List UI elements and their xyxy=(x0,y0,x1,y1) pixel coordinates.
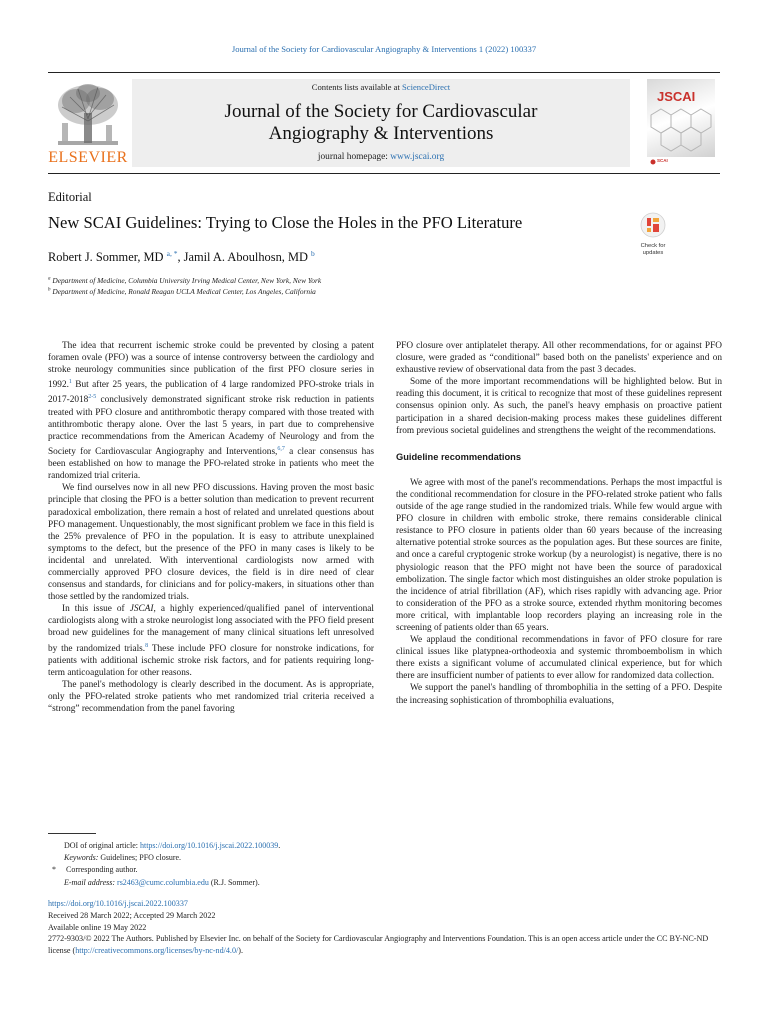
publisher-wordmark: ELSEVIER xyxy=(48,149,128,166)
affiliation-a-mark: a xyxy=(48,276,51,282)
footnotes xyxy=(48,840,668,889)
footnote-email: E-mail address: rs2463@cumc.columbia.edu (R.J. Sommer). xyxy=(64,877,260,887)
footnote-corresponding: * Corresponding author. xyxy=(52,865,138,875)
right-paragraph-2: Some of the more important recommendations will be highlighted below. But in reading this document, it is critical to recognize that most of these guidelines represent consensus opinion only. As such, the panel's heavy emphasis on proactive patient participation in a shared decision-making process makes these guidelines different from previous societal guidelines and strengthens the weight of the recommendations. xyxy=(396,377,722,436)
author-1-affiliation[interactable]: a, * xyxy=(166,249,178,258)
right-paragraph-5: We support the panel's handling of thrombophilia in the setting of a PFO. Despite the increasing sophistication of thrombophilia evaluations, xyxy=(396,683,722,706)
left-column xyxy=(48,340,374,715)
journal-title-line-2: Angiography & Interventions xyxy=(268,123,494,144)
affiliation-a xyxy=(48,276,321,285)
right-paragraph-4: We applaud the conditional recommendations in favor of PFO closure for rare clinical issues like platypnea-orthodeoxia and systemic thromboembolism in which there exists a significant volume of accumulated clinical experience, but for which there are insufficient number of patients to ever allow for randomized data collection. xyxy=(396,635,722,682)
cover-brand: JSCAI xyxy=(657,89,696,104)
left-paragraph-1: The idea that recurrent ischemic stroke could be prevented by closing a patent foramen ovale (PFO) was a source of intense controversy between the cardiology and stroke neurology communities since publication of the first PFO closure series in 1992.$^1$ But after 25 years, the publication of 4 large randomized PFO-stroke trials in 2017-2018$^{2-5}$ conclusively demonstrated significant stroke risk reduction in patients treated with PFO closure and antithrombotic therapy compared with those treated with antithrombotic therapy alone. Over the last 5 years, in part due to comprehensive practice recommendations from the American Academy of Neurology and from the Society for Cardiovascular Angiography and Interventions,$^{6,7}$ a clear consensus has been established on how to manage the PFO-related stroke in patients who meet the randomized trial criteria. xyxy=(48,341,374,482)
sciencedirect-link[interactable]: ScienceDirect xyxy=(402,82,451,92)
article-title: New SCAI Guidelines: Trying to Close the Holes in the PFO Literature xyxy=(48,213,523,232)
author-2-affiliation[interactable]: b xyxy=(311,249,315,258)
homepage-line xyxy=(132,152,630,162)
affiliation-b-text: Department of Medicine, Ronald Reagan UCLA Medical Center, Los Angeles, California xyxy=(52,287,316,296)
running-head[interactable]: Journal of the Society for Cardiovascular Angiography & Interventions 1 (2022) 100337 xyxy=(231,44,537,54)
left-paragraph-3: In this issue of JSCAI, a highly experienced/qualified panel of interventional cardiologists along with a stroke neurologist long associated with the PFO field present broad new guidelines for the management of many clinical situations left unresolved by the randomized trials.$^8$ These include PFO closure for nonstroke indications, for patients with additional ischemic stroke risk factors, and for patients requiring long-term anticoagulation for other reasons. xyxy=(48,604,374,678)
ref-2-5[interactable]: 2-5 xyxy=(88,394,97,401)
footnote-doi: DOI of original article: https://doi.org/10.1016/j.jscai.2022.100039. xyxy=(64,841,281,850)
license-statement: 2772-9303/© 2022 The Authors. Published by Elsevier Inc. on behalf of the Society for Cardiovascular Angiography and Interventions Foundation. This is an open access article under the CC BY-NC-ND license (http://creativecommons.org/licenses/by-nc-nd/4.0/). xyxy=(48,934,709,956)
badge-text-line-1: Check for xyxy=(640,243,666,249)
ref-1[interactable]: 1 xyxy=(68,379,72,386)
affiliation-b xyxy=(48,287,316,296)
footnote-keywords: Keywords: Guidelines; PFO closure. xyxy=(64,853,182,863)
right-paragraph-1: PFO closure over antiplatelet therapy. All other recommendations, for or against PFO closure, were graded as “conditional” based both on the panelists' experience and on exhaustive review of observational data from the past 3 decades. xyxy=(396,341,722,376)
available-online: Available online 19 May 2022 xyxy=(48,922,147,932)
section-heading-guideline-recommendations: Guideline recommendations xyxy=(396,451,522,462)
section-label: Editorial xyxy=(48,190,92,204)
journal-title xyxy=(132,101,630,145)
author-2: Jamil A. Aboulhosn, MD xyxy=(183,250,308,265)
homepage-prefix: journal homepage: xyxy=(317,152,391,162)
journal-banner xyxy=(132,79,630,167)
badge-text-line-2: updates xyxy=(642,249,664,256)
ref-8[interactable]: 8 xyxy=(145,642,149,649)
left-paragraph-2: We find ourselves now in all new PFO discussions. Having proven the most basic principle that closing the PFO is a better solution than medication to prevent recurrent paradoxical embolization, there remain a host of related and unrelated questions about PFO management. Unquestionably, the most significant problem we face in this field is the 25% prevalence of PFO in the population. It is easy to attribute unexplained symptoms to the defect, but the presence of the PFO in many cases is likely to be incidental and unrelated. With interventional cardiologists now armed with commercially approved PFO closure devices, the field is in dire need of clear consensus and standards, for clinicians and for policy-makers, in situations other than those settled by the randomized trials. xyxy=(48,483,374,603)
footnote-divider xyxy=(48,833,96,834)
check-for-updates-badge-icon[interactable] xyxy=(630,212,676,260)
email-link[interactable]: rs2463@cumc.columbia.edu xyxy=(117,877,209,887)
author-separator: , xyxy=(177,250,184,265)
right-paragraph-3: We agree with most of the panel's recommendations. Perhaps the most impactful is the conditional recommendation for closure in the PFO-related stroke patient who falls outside of the age range studied in the randomized trials. While few would argue with PFO closure in children with embolic stroke, there remains considerable clinical resistance to PFO closure in patients older than 60 years because of the increasing alternative potential stroke sources as the population ages. But these sources are finite, and once a careful cryptogenic stroke workup (by a neurologist) is negative, there is no physiologic reason that the PFO might not have been the source of paradoxical embolization. The single factor which most distinguishes an older stroke population is the incidence of atrial fibrillation (AF), which rises rapidly with advancing age. Prior to consideration of the PFO as a stroke source, extended rhythm monitoring becomes more critical, with implantable loop recorders playing an increasing role in the screening of patients older than 65 years. xyxy=(396,477,722,633)
masthead xyxy=(48,72,720,174)
license-link[interactable]: http://creativecommons.org/licenses/by-nc-nd/4.0/ xyxy=(75,946,239,956)
contents-prefix: Contents lists available at xyxy=(311,82,402,92)
cover-small-brand: SCAI xyxy=(657,158,668,163)
article-doi-link[interactable]: https://doi.org/10.1016/j.jscai.2022.100337 xyxy=(48,899,188,908)
article-footer xyxy=(48,898,720,957)
received-dates: Received 28 March 2022; Accepted 29 March 2022 xyxy=(48,910,216,920)
right-column xyxy=(396,340,722,707)
left-paragraph-4: The panel's methodology is clearly described in the document. As is appropriate, only the PFO-related stroke patients who met randomized trial criteria received a “strong” recommendation from the panel favoring xyxy=(48,679,374,715)
affiliation-a-text: Department of Medicine, Columbia University Irving Medical Center, New York, New York xyxy=(52,276,322,285)
author-1: Robert J. Sommer, MD xyxy=(48,250,164,265)
ref-6-7[interactable]: 6,7 xyxy=(277,445,285,452)
original-article-doi-link[interactable]: https://doi.org/10.1016/j.jscai.2022.100039 xyxy=(139,841,279,850)
homepage-link[interactable]: www.jscai.org xyxy=(390,152,445,162)
author-list xyxy=(48,249,315,265)
journal-title-line-1: Journal of the Society for Cardiovascular xyxy=(224,101,538,122)
contents-line xyxy=(132,82,630,92)
journal-cover-thumbnail-icon[interactable] xyxy=(647,79,715,167)
affiliation-b-mark: b xyxy=(48,287,51,293)
